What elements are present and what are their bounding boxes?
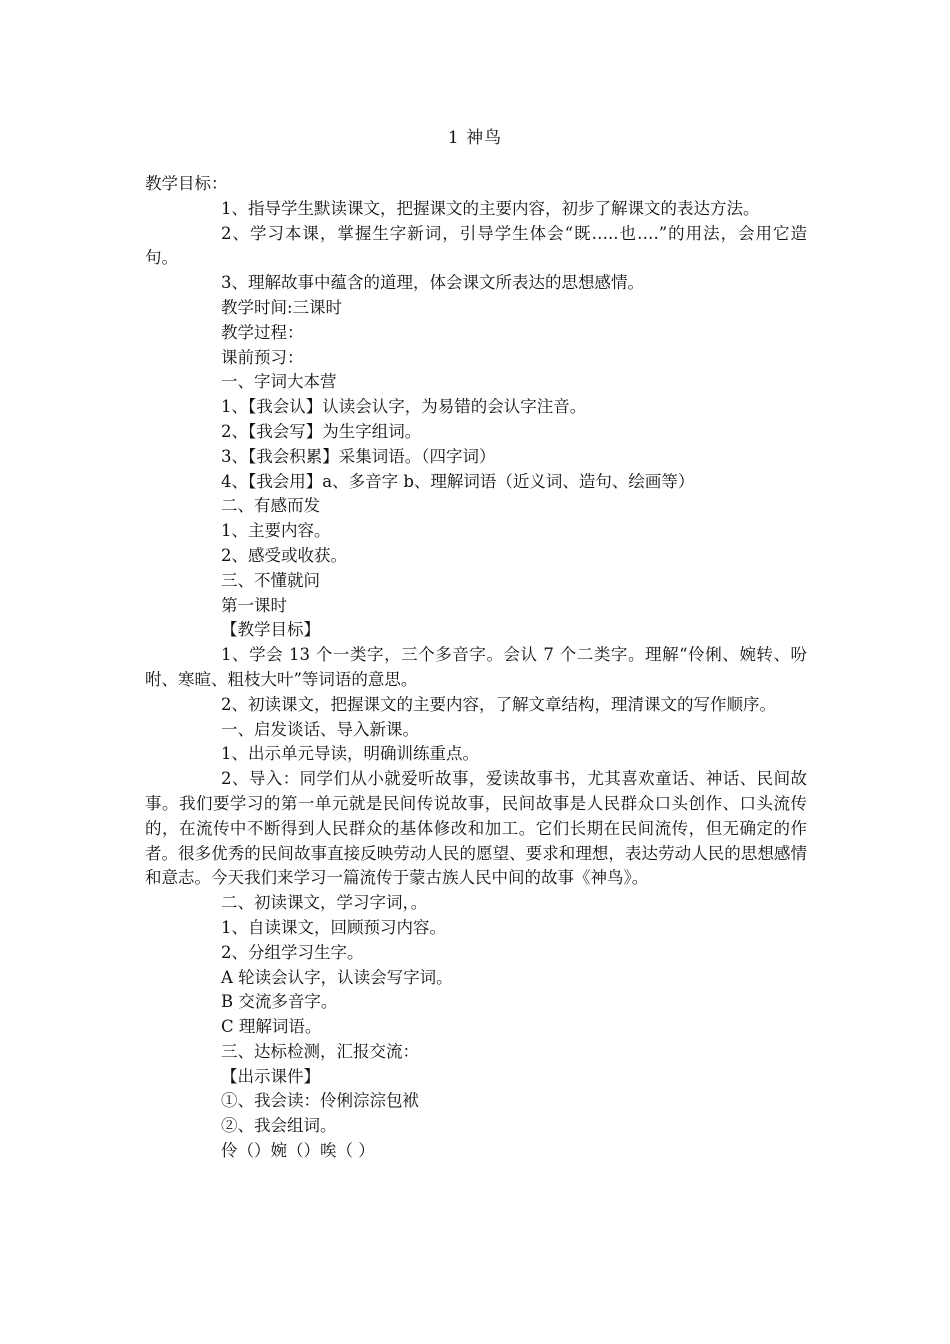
paragraph: 教学目标： — [145, 174, 228, 193]
list-item: ①、我会读：伶俐淙淙包袱 — [221, 1091, 419, 1111]
list-item: 2、【我会写】为生字组词。 — [221, 421, 422, 441]
section-heading: 第一课时 — [221, 595, 287, 615]
list-item: A 轮读会认字，认读会写字词。 — [221, 967, 453, 987]
list-item: 1、自读课文，回顾预习内容。 — [221, 917, 446, 937]
list-item: 2、分组学习生字。 — [221, 942, 364, 962]
paragraph: 教学时间:三课时 — [221, 297, 343, 317]
section-heading: 三、达标检测，汇报交流： — [221, 1041, 419, 1061]
paragraph: 1、学会 13 个一类字，三个多音字。会认 7 个二类字。理解“伶俐、婉转、吩咐、寒暄、粗枝大叶”等词语的意思。 — [145, 645, 807, 689]
list-item: 1、出示单元导读，明确训练重点。 — [221, 744, 479, 764]
section-heading: 二、有感而发 — [221, 496, 320, 516]
paragraph: 3、理解故事中蕴含的道理，体会课文所表达的思想感情。 — [221, 273, 644, 293]
list-item: 4、【我会用】a、多音字 b、理解词语（近义词、造句、绘画等） — [221, 471, 695, 491]
list-item: C 理解词语。 — [221, 1017, 322, 1037]
section-heading: 【教学目标】 — [221, 620, 320, 640]
list-item: B 交流多音字。 — [221, 992, 338, 1012]
document-title: 1 神鸟 — [447, 128, 503, 148]
list-item: 1、主要内容。 — [221, 521, 331, 541]
document-body — [145, 172, 807, 1164]
section-heading: 二、初读课文，学习字词，。 — [221, 893, 428, 913]
list-item: 伶（）婉（）唉（ ） — [221, 1141, 375, 1161]
paragraph: 教学过程： — [221, 322, 304, 342]
section-heading: 一、启发谈话、导入新课。 — [221, 719, 419, 739]
paragraph: 2、导入：同学们从小就爱听故事，爱读故事书，尤其喜欢童话、神话、民间故事。我们要学习的第一单元就是民间传说故事，民间故事是人民群众口头创作、口头流传的，在流传中不断得到人民群众的基体修改和加工。它们长期在民间流传，但无确定的作者。很多优秀的民间故事直接反映劳动人民的愿望、要求和理想，表达劳动人民的思想感情和意志。今天我们来学习一篇流传于蒙古族人民中间的故事《神鸟》。 — [145, 769, 807, 888]
section-heading: 【出示课件】 — [221, 1066, 320, 1086]
paragraph: 2、学习本课，掌握生字新词，引导学生体会“既…..也….”的用法，会用它造句。 — [145, 223, 807, 268]
list-item: ②、我会组词。 — [221, 1116, 337, 1136]
list-item: 3、【我会积累】采集词语。（四字词） — [221, 446, 496, 466]
list-item: 1、【我会认】认读会认字，为易错的会认字注音。 — [221, 397, 587, 417]
list-item: 2、感受或收获。 — [221, 545, 347, 565]
paragraph: 课前预习： — [221, 347, 304, 367]
section-heading: 三、不懂就问 — [221, 570, 320, 590]
paragraph: 2、初读课文，把握课文的主要内容，了解文章结构，理清课文的写作顺序。 — [221, 694, 776, 714]
paragraph: 1、指导学生默读课文，把握课文的主要内容，初步了解课文的表达方法。 — [221, 198, 760, 218]
section-heading: 一、字词大本营 — [221, 372, 337, 392]
